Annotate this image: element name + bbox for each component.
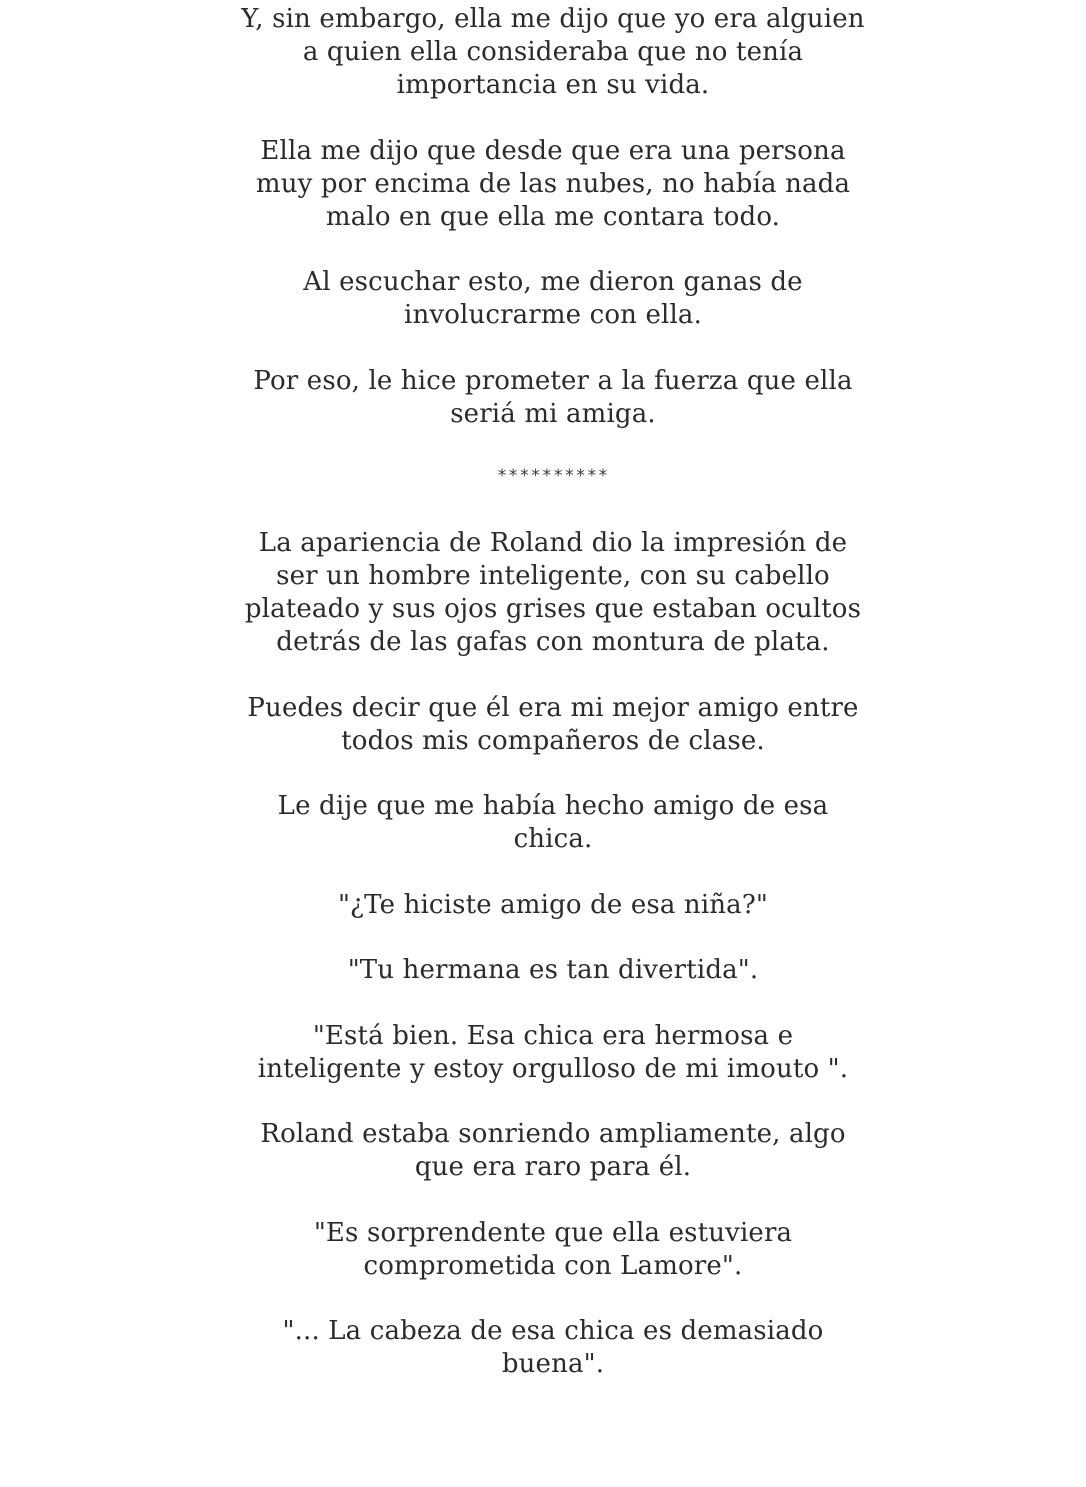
- paragraph: Ella me dijo que desde que era una persona muy por encima de las nubes, no había nada malo en que ella me contara todo.: [255, 135, 851, 232]
- dialogue-paragraph: "Está bien. Esa chica era hermosa e inteligente y estoy orgulloso de mi imouto ".: [257, 1020, 849, 1084]
- dialogue-paragraph: "Tu hermana es tan divertida".: [347, 955, 759, 985]
- dialogue-paragraph: "Es sorprendente que ella estuviera comprometida con Lamore".: [313, 1217, 793, 1281]
- dialogue-paragraph: "... La cabeza de esa chica es demasiado buena".: [282, 1316, 824, 1379]
- paragraph: La apariencia de Roland dio la impresión de ser un hombre inteligente, con su cabello plateado y sus ojos grises que estaban ocultos detrás de las gafas con montura de plata.: [244, 528, 862, 657]
- scene-separator: **********: [496, 466, 610, 486]
- paragraph: Roland estaba sonriendo ampliamente, algo que era raro para él.: [260, 1119, 846, 1182]
- paragraph: Puedes decir que él era mi mejor amigo entre todos mis compañeros de clase.: [247, 692, 859, 756]
- paragraph: Al escuchar esto, me dieron ganas de involucrarme con ella.: [303, 267, 803, 330]
- paragraph: Y, sin embargo, ella me dijo que yo era alguien a quien ella consideraba que no tenía importancia en su vida.: [241, 4, 865, 100]
- dialogue-paragraph: "¿Te hiciste amigo de esa niña?": [337, 889, 769, 920]
- paragraph: Por eso, le hice prometer a la fuerza que ella seriá mi amiga.: [253, 365, 853, 429]
- paragraph: Le dije que me había hecho amigo de esa chica.: [277, 791, 829, 854]
- story-text-column: [238, 3, 868, 1414]
